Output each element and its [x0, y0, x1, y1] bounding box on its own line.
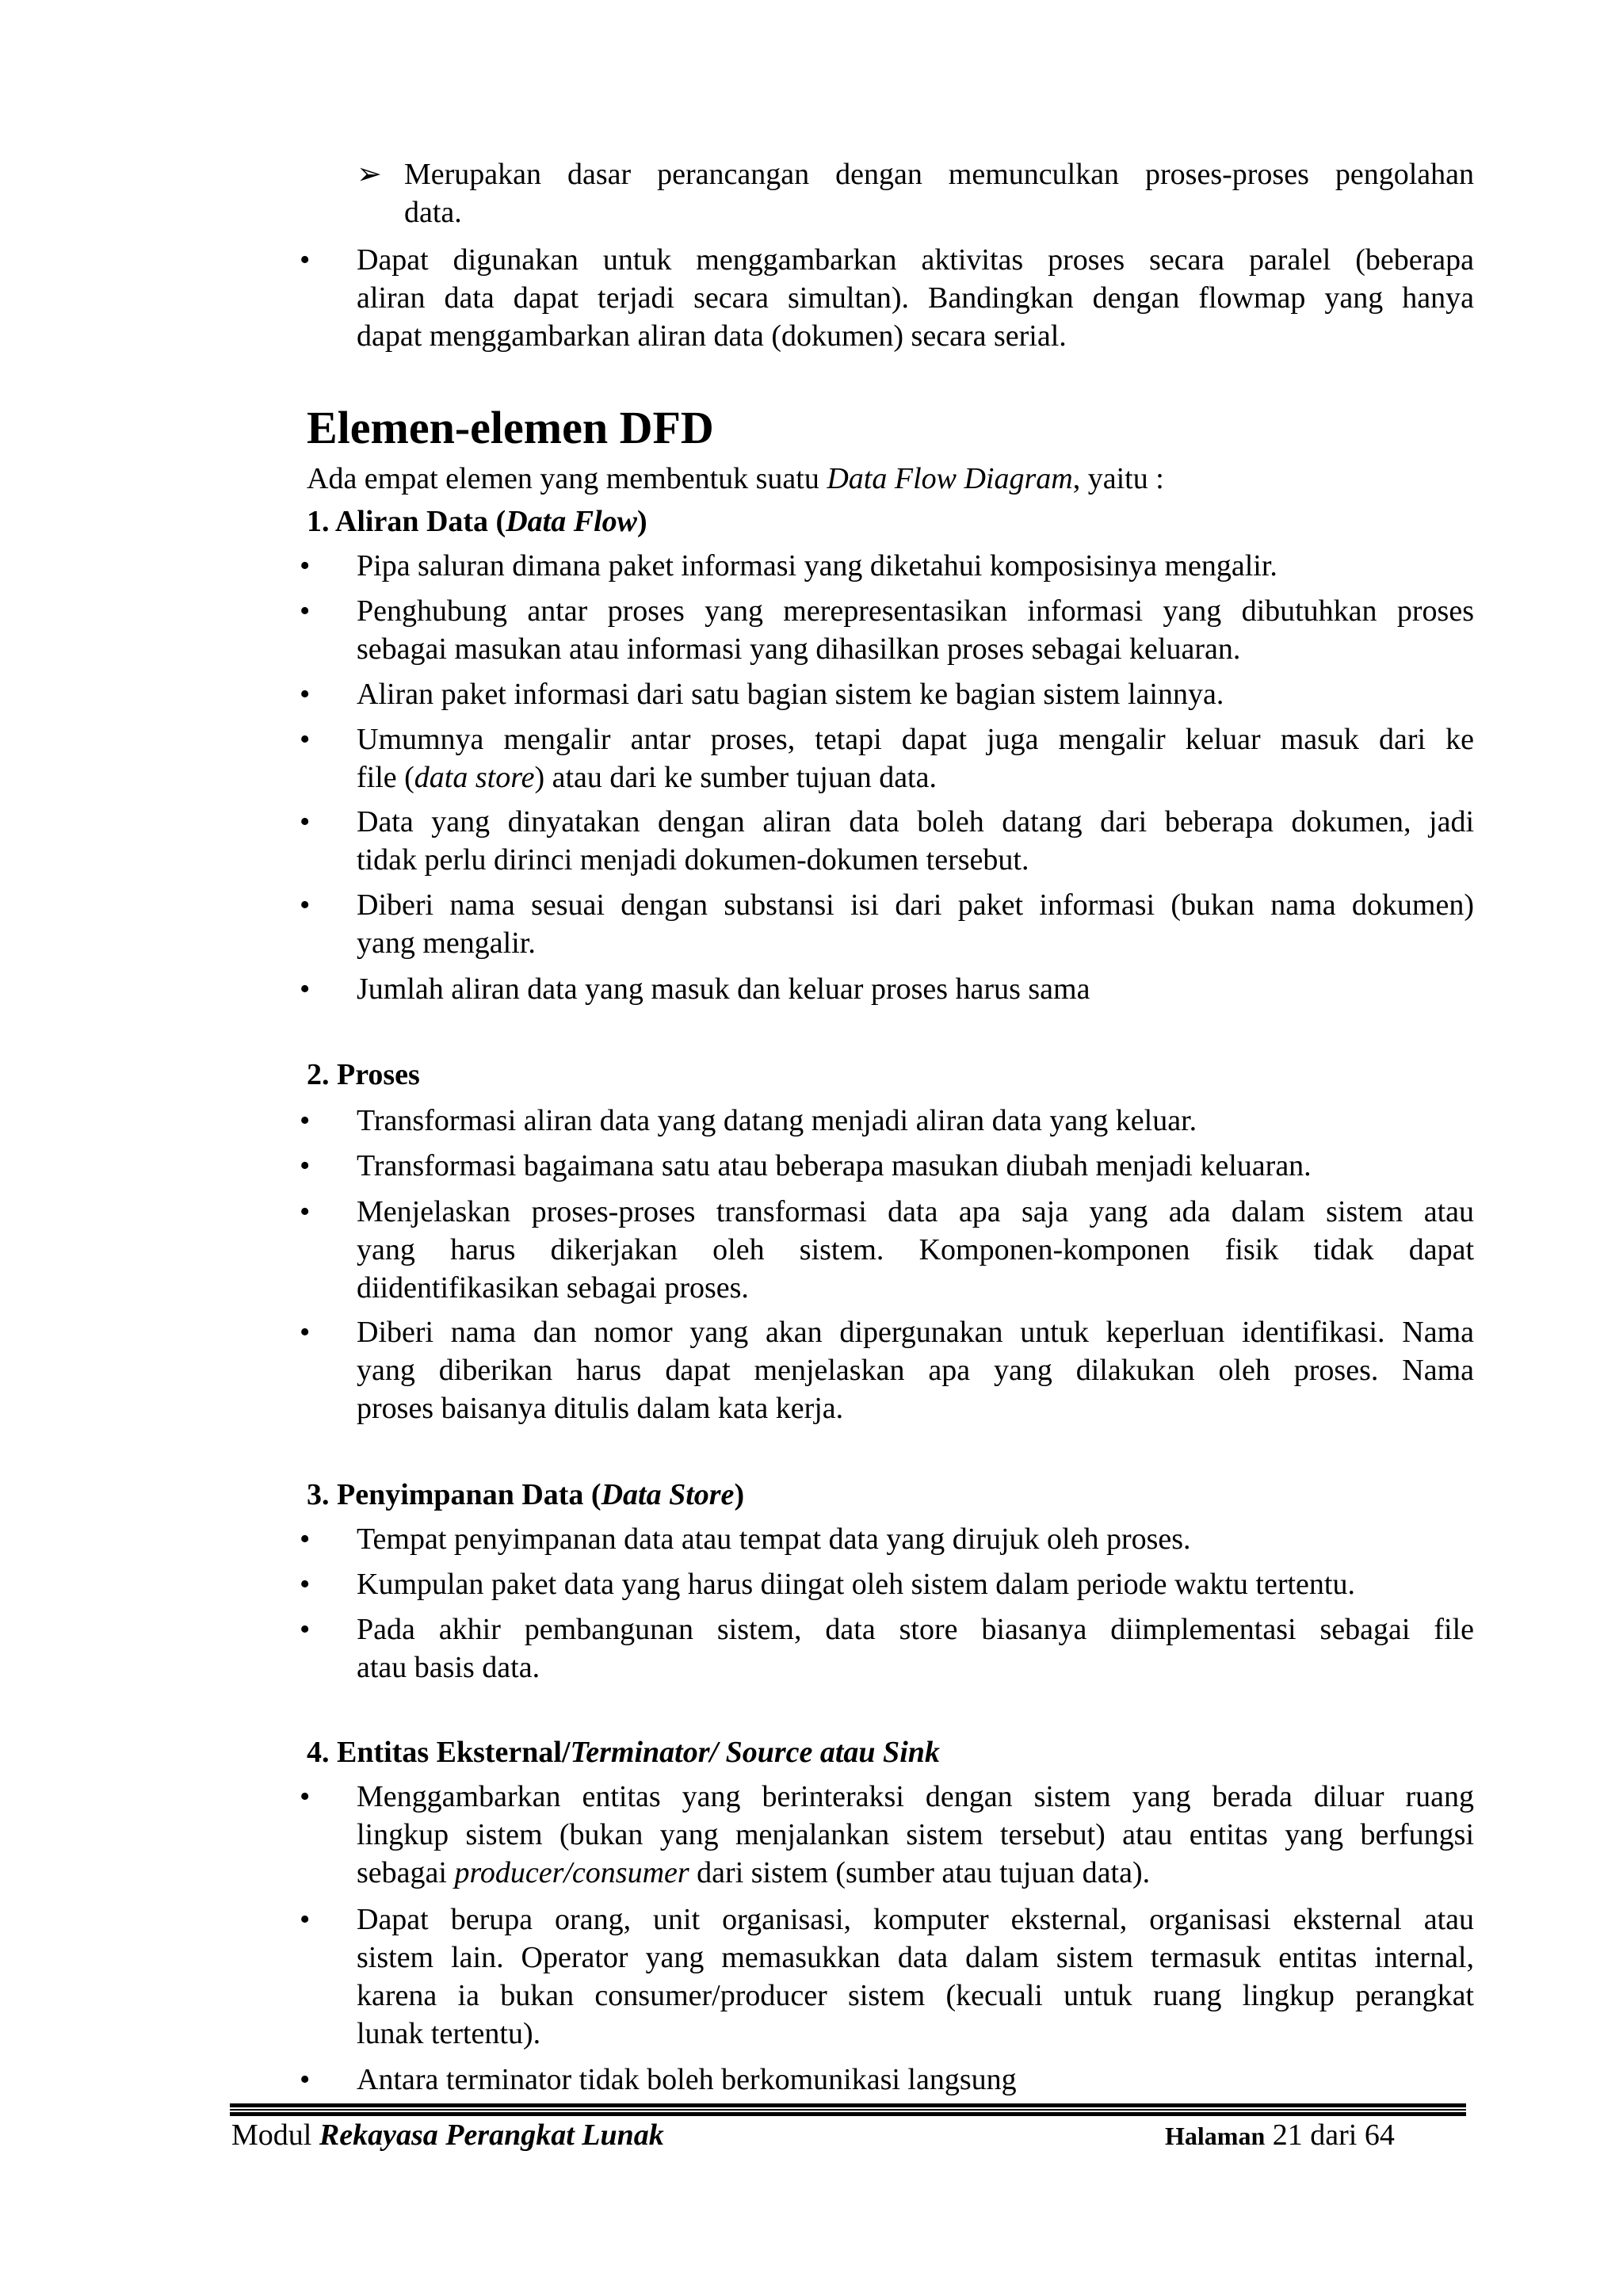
- bullet-item: Transformasi bagaimana satu atau beberapa masukan diubah menjadi keluaran.: [357, 1149, 1312, 1182]
- bullet-item: Antara terminator tidak boleh berkomunikasi langsung: [357, 2063, 1017, 2096]
- subsection-heading-aliran-data: 1. Aliran Data (Data Flow): [307, 505, 647, 538]
- bullet-icon: •: [300, 678, 311, 711]
- bullet-item: Tempat penyimpanan data atau tempat data yang dirujuk oleh proses.: [357, 1522, 1191, 1556]
- bullet-item: Pada akhir pembangunan sistem, data store biasanya diimplementasi sebagai file atau basis data.: [357, 1613, 1474, 1684]
- bullet-icon: •: [300, 1104, 311, 1137]
- bullet-icon: •: [300, 594, 311, 628]
- bullet-icon: •: [300, 1316, 311, 1349]
- subsection-heading-proses: 2. Proses: [307, 1058, 420, 1091]
- bullet-icon: •: [300, 888, 311, 922]
- bullet-icon: •: [300, 1149, 311, 1182]
- bullet-icon: •: [300, 1780, 311, 1813]
- bullet-item: Data yang dinyatakan dengan aliran data boleh datang dari beberapa dokumen, jadi tidak perlu dirinci menjadi dokumen-dokumen tersebut.: [357, 805, 1474, 877]
- bullet-icon: •: [300, 1903, 311, 1936]
- bullet-icon: •: [300, 805, 311, 839]
- subsection-heading-penyimpanan-data: 3. Penyimpanan Data (Data Store): [307, 1478, 745, 1511]
- bullet-icon: •: [300, 1568, 311, 1601]
- bullet-icon: •: [300, 1522, 311, 1556]
- bullet-item: Aliran paket informasi dari satu bagian sistem ke bagian sistem lainnya.: [357, 678, 1224, 711]
- bullet-item: Kumpulan paket data yang harus diingat oleh sistem dalam periode waktu tertentu.: [357, 1568, 1355, 1601]
- bullet-icon: •: [300, 243, 311, 277]
- bullet-icon: •: [300, 972, 311, 1006]
- bullet-item: Penghubung antar proses yang merepresentasikan informasi yang dibutuhkan proses sebagai masukan atau informasi yang dihasilkan proses sebagai keluaran.: [357, 594, 1474, 666]
- footer-page-number: Halaman 21 dari 64: [1165, 2118, 1395, 2152]
- footer-rule: [230, 2103, 1466, 2116]
- bullet-item: Dapat berupa orang, unit organisasi, komputer eksternal, organisasi eksternal atau sistem lain. Operator yang memasukkan data dalam sistem termasuk entitas internal, karena ia bukan consumer/producer sistem (kecuali untuk ruang lingkup perangkat lunak tertentu).: [357, 1903, 1474, 2050]
- bullet-item: Pipa saluran dimana paket informasi yang diketahui komposisinya mengalir.: [357, 549, 1277, 583]
- bullet-item: Umumnya mengalir antar proses, tetapi dapat juga mengalir keluar masuk dari ke file (data store) atau dari ke sumber tujuan data.: [357, 723, 1474, 794]
- arrow-bullet-icon: ➢: [357, 158, 382, 191]
- bullet-icon: •: [300, 1613, 311, 1646]
- bullet-icon: •: [300, 1195, 311, 1228]
- bullet-arrow-item: Merupakan dasar perancangan dengan memunculkan proses-proses pengolahan data.: [404, 158, 1474, 229]
- bullet-item: Diberi nama dan nomor yang akan dipergunakan untuk keperluan identifikasi. Nama yang diberikan harus dapat menjelaskan apa yang dilakukan oleh proses. Nama proses baisanya ditulis dalam kata kerja.: [357, 1316, 1474, 1425]
- subsection-heading-entitas-eksternal: 4. Entitas Eksternal/Terminator/ Source atau Sink: [307, 1736, 940, 1769]
- intro-paragraph: Ada empat elemen yang membentuk suatu Data Flow Diagram, yaitu :: [307, 462, 1164, 495]
- bullet-icon: •: [300, 549, 311, 583]
- bullet-icon: •: [300, 723, 311, 756]
- footer-module-title: Modul Rekayasa Perangkat Lunak: [231, 2118, 664, 2152]
- bullet-item: Menjelaskan proses-proses transformasi data apa saja yang ada dalam sistem atau yang harus dikerjakan oleh sistem. Komponen-komponen fisik tidak dapat diidentifikasikan sebagai proses.: [357, 1195, 1474, 1305]
- bullet-item: Menggambarkan entitas yang berinteraksi dengan sistem yang berada diluar ruang lingkup sistem (bukan yang menjalankan sistem tersebut) atau entitas yang berfungsi sebagai producer/consumer dari sistem (sumber atau tujuan data).: [357, 1780, 1474, 1889]
- bullet-item: Dapat digunakan untuk menggambarkan aktivitas proses secara paralel (beberapa aliran data dapat terjadi secara simultan). Bandingkan dengan flowmap yang hanya dapat menggambarkan aliran data (dokumen) secara serial.: [357, 243, 1474, 353]
- bullet-item: Diberi nama sesuai dengan substansi isi dari paket informasi (bukan nama dokumen) yang mengalir.: [357, 888, 1474, 960]
- bullet-item: Transformasi aliran data yang datang menjadi aliran data yang keluar.: [357, 1104, 1197, 1137]
- bullet-icon: •: [300, 2063, 311, 2096]
- bullet-item: Jumlah aliran data yang masuk dan keluar proses harus sama: [357, 972, 1090, 1006]
- section-title: Elemen-elemen DFD: [307, 402, 714, 453]
